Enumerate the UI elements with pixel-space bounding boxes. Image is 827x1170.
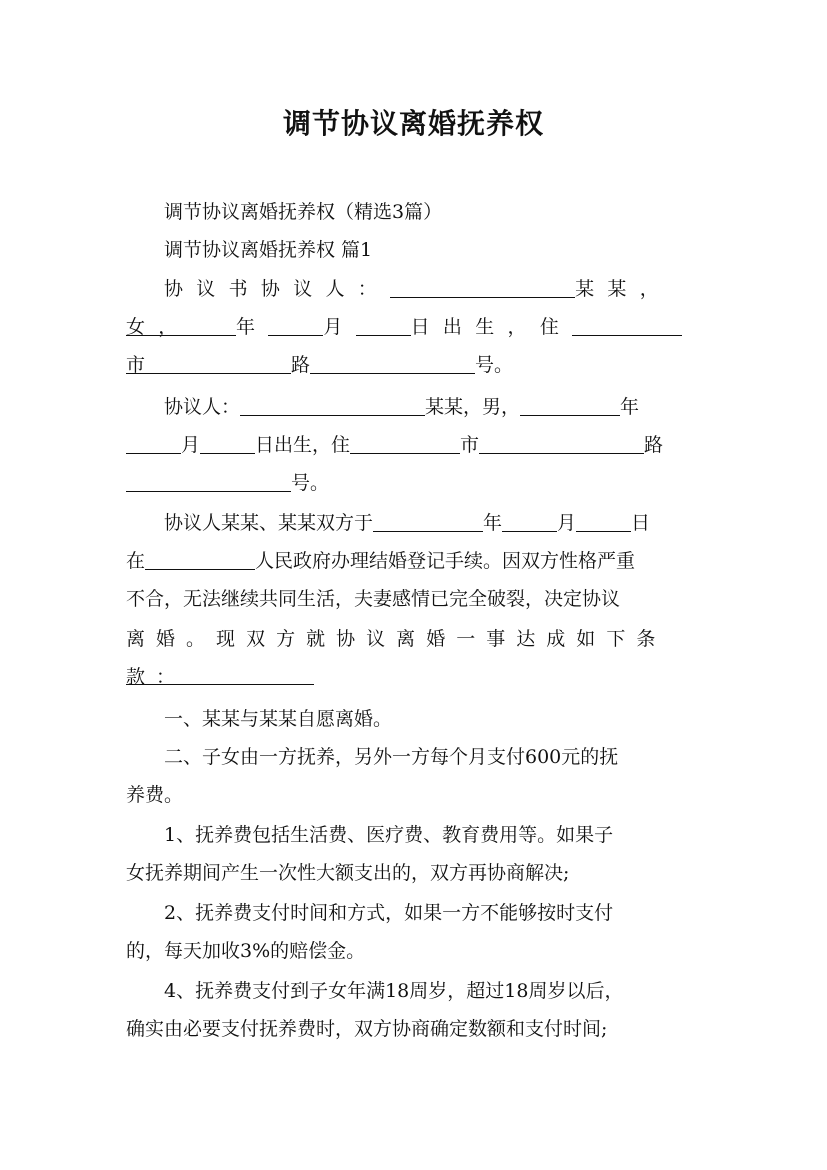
- item-5-line2: 确实由必要支付抚养费时，双方协商确定数额和支付时间;: [126, 1018, 608, 1040]
- city-label: 市: [126, 354, 159, 376]
- item-2-line2: 养费。: [126, 784, 184, 806]
- p3-text: 协议人某某、某某双方于: [164, 512, 374, 534]
- year-label: 年: [620, 396, 640, 418]
- p1-name: 某某，女，: [126, 278, 673, 338]
- p2-line2: [126, 426, 706, 464]
- blank-field: [373, 511, 483, 532]
- blank-field: [126, 471, 291, 492]
- blank-field: [350, 433, 460, 454]
- blank-field: [126, 433, 181, 454]
- birth-label: 日出生，住: [410, 316, 573, 338]
- item-5-line1: 4、抚养费支付到子女年满18周岁，超过18周岁以后，: [164, 980, 624, 1002]
- blank-field: [145, 549, 255, 570]
- item-1: 一、某某与某某自愿离婚。: [164, 708, 393, 730]
- section-heading: 调节协议离婚抚养权 篇1: [164, 239, 373, 261]
- blank-field: [240, 395, 425, 416]
- birth-label: 日出生，住: [255, 434, 351, 456]
- year-label: 年: [236, 316, 269, 338]
- blank-field: [356, 315, 411, 336]
- number-label: 号。: [291, 472, 330, 494]
- p3-line1: [126, 504, 706, 542]
- item-3-line1: 1、抚养费包括生活费、医疗费、教育费用等。如果子: [164, 824, 614, 846]
- blank-field: [200, 433, 255, 454]
- day-label: 日: [631, 512, 651, 534]
- subtitle: 调节协议离婚抚养权（精选3篇）: [164, 201, 443, 223]
- blank-field: [126, 315, 236, 336]
- p3-text: 人民政府办理结婚登记手续。因双方性格严重: [255, 550, 636, 572]
- item-2-line1: 二、子女由一方抚养，另外一方每个月支付600元的抚: [164, 746, 619, 768]
- blank-field: [310, 353, 475, 374]
- city-label: 市: [460, 434, 480, 456]
- road-label: 路: [644, 434, 664, 456]
- blank-field: [390, 277, 575, 298]
- p1-line3: [126, 346, 706, 384]
- road-label: 路: [291, 354, 311, 376]
- blank-field: [520, 395, 620, 416]
- blank-field: [126, 684, 314, 685]
- month-label: 月: [181, 434, 201, 456]
- p1-label: 协议书协议人：: [164, 278, 391, 300]
- p3-line2: [126, 542, 706, 580]
- blank-field: [572, 315, 682, 336]
- p2-name: 某某，男，: [425, 396, 521, 418]
- item-3-line2: 女抚养期间产生一次性大额支出的，双方再协商解决;: [126, 862, 570, 884]
- p2-label: 协议人：: [164, 396, 241, 418]
- p3-line3: 不合，无法继续共同生活，夫妻感情已完全破裂，决定协议: [126, 588, 621, 610]
- p2-line1: [126, 388, 706, 426]
- p2-line3: [126, 464, 706, 502]
- p3-line4: 离婚。现双方就协议离婚一事达成如下条款：: [126, 628, 667, 688]
- blank-field: [502, 511, 557, 532]
- blank-field: [126, 353, 291, 374]
- number-label: 号。: [475, 354, 514, 376]
- blank-field: [479, 433, 644, 454]
- item-4-line2: 的，每天加收3%的赔偿金。: [126, 940, 366, 962]
- month-label: 月: [557, 512, 577, 534]
- month-label: 月: [323, 316, 356, 338]
- item-4-line1: 2、抚养费支付时间和方式，如果一方不能够按时支付: [164, 902, 614, 924]
- at-label: 在: [126, 550, 146, 572]
- blank-field: [576, 511, 631, 532]
- document-title: 调节协议离婚抚养权: [282, 107, 544, 140]
- year-label: 年: [483, 512, 503, 534]
- blank-field: [268, 315, 323, 336]
